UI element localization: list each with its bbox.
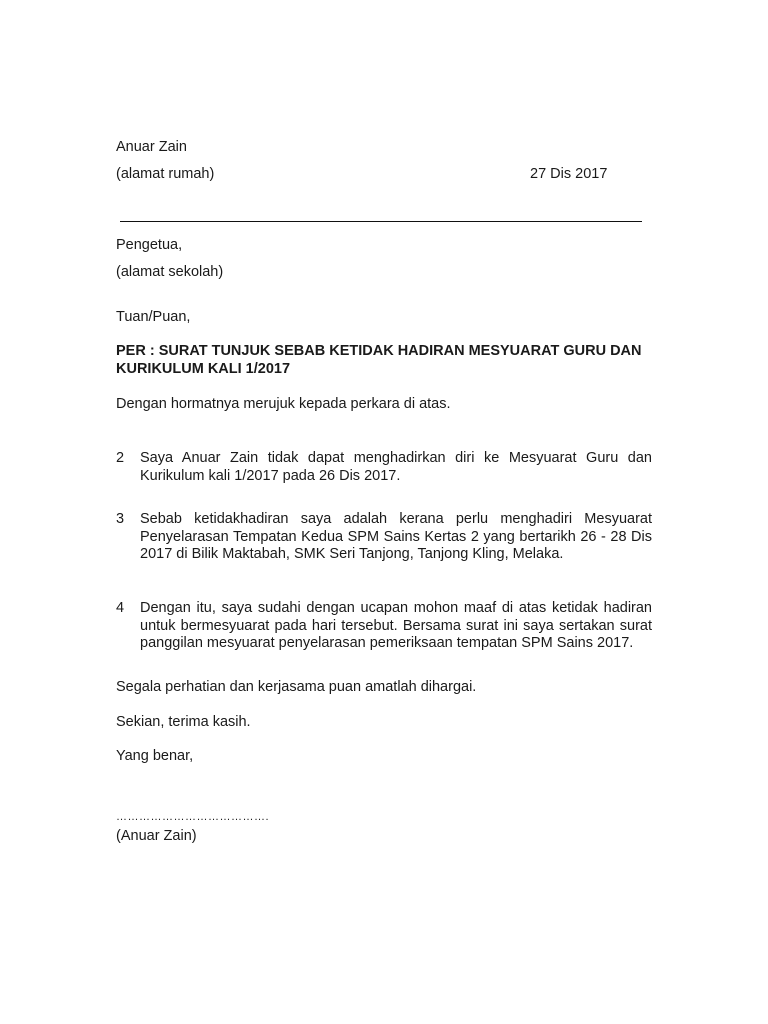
paragraph-line: Kurikulum kali 1/2017 pada 26 Dis 2017. [140,467,401,484]
recipient-address: (alamat sekolah) [116,264,224,280]
paragraph-line: panggilan mesyuarat penyelarasan pemeriksaan tempatan SPM Sains 2017. [140,635,634,651]
closing-thanks: Sekian, terima kasih. [116,714,251,730]
subject-heading [116,343,656,378]
subject-line-2: KURIKULUM KALI 1/2017 [116,360,291,377]
opening-sentence: Dengan hormatnya merujuk kepada perkara di atas. [116,396,451,412]
paragraph-4 [116,600,652,653]
closing-sign-off: Yang benar, [116,748,194,764]
paragraph-line: 2017 di Bilik Maktabah, SMK Seri Tanjong, Tanjong Kling, Melaka. [140,546,564,562]
paragraph-line: Dengan itu, saya sudahi dengan ucapan mohon maaf di atas ketidak hadiran [140,600,652,616]
paragraph-number: 4 [116,600,125,616]
sender-name: Anuar Zain [116,139,187,155]
signature-name: (Anuar Zain) [116,828,197,844]
letter-date: 27 Dis 2017 [530,166,608,182]
paragraph-line: Saya Anuar Zain tidak dapat menghadirkan diri ke Mesyuarat Guru dan [140,450,652,466]
salutation: Tuan/Puan, [116,309,191,325]
paragraph-number: 2 [116,450,125,466]
recipient-title: Pengetua, [116,237,183,253]
subject-line-1: PER : SURAT TUNJUK SEBAB KETIDAK HADIRAN MESYUARAT GURU DAN [116,343,642,359]
closing-appreciation: Segala perhatian dan kerjasama puan amatlah dihargai. [116,679,477,695]
paragraph-number: 3 [116,511,125,527]
paragraph-line: Sebab ketidakhadiran saya adalah kerana perlu menghadiri Mesyuarat [140,511,652,527]
paragraph-line: Penyelarasan Tempatan Kedua SPM Sains Kertas 2 yang bertarikh 26 - 28 Dis [140,528,652,545]
header-divider [120,221,642,222]
signature-line: …………………………………. [116,811,270,823]
sender-address: (alamat rumah) [116,166,215,182]
paragraph-line: untuk bermesyuarat pada hari tersebut. Bersama surat ini saya sertakan surat [140,617,652,634]
paragraph-2 [116,450,652,485]
paragraph-3 [116,511,652,564]
